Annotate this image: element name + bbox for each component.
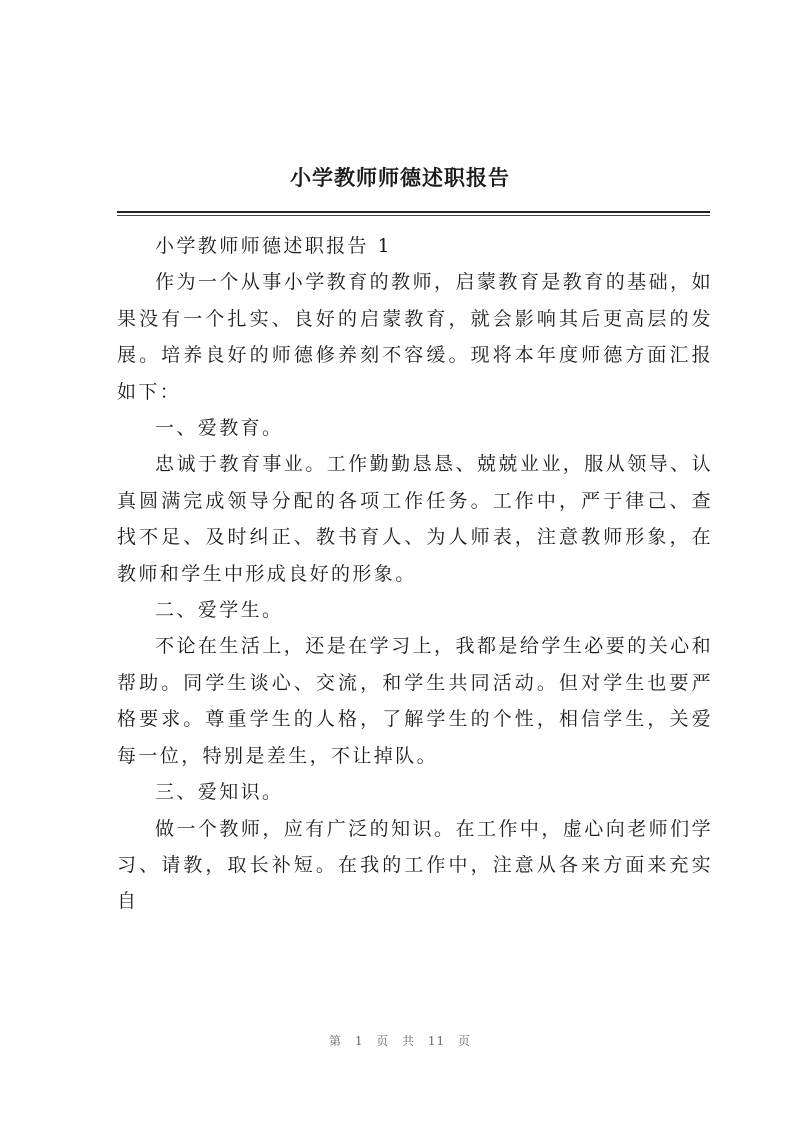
section-heading: 一、爱教育。 bbox=[155, 417, 284, 440]
section-heading: 二、爱学生。 bbox=[155, 599, 284, 622]
page-number-footer: 第 1 页 共 11 页 bbox=[329, 1034, 471, 1048]
body-paragraph: 不论在生活上，还是在学习上，我都是给学生必要的关心和帮助。同学生谈心、交流，和学生共同活动。但对学生也要严格要求。尊重学生的人格，了解学生的个性，相信学生，关爱每一位，特别是差生，不让掉队。 bbox=[117, 635, 713, 767]
section-heading: 小学教师师德述职报告 1 bbox=[155, 235, 392, 257]
document-title: 小学教师师德述职报告 bbox=[290, 165, 510, 190]
body-paragraph: 作为一个从事小学教育的教师，启蒙教育是教育的基础，如果没有一个扎实、良好的启蒙教育，就会影响其后更高层的发展。培养良好的师德修养刻不容缓。现将本年度师德方面汇报如下： bbox=[117, 271, 713, 403]
title-divider bbox=[117, 211, 710, 213]
section-heading: 三、爱知识。 bbox=[155, 781, 284, 804]
body-paragraph: 做一个教师，应有广泛的知识。在工作中，虚心向老师们学习、请教，取长补短。在我的工作中，注意从各来方面来充实自 bbox=[117, 817, 713, 913]
document-body bbox=[117, 228, 713, 920]
body-paragraph: 忠诚于教育事业。工作勤勤恳恳、兢兢业业，服从领导、认真圆满完成领导分配的各项工作任务。工作中，严于律己、查找不足、及时纠正、教书育人、为人师表，注意教师形象，在教师和学生中形成良好的形象。 bbox=[117, 453, 713, 585]
